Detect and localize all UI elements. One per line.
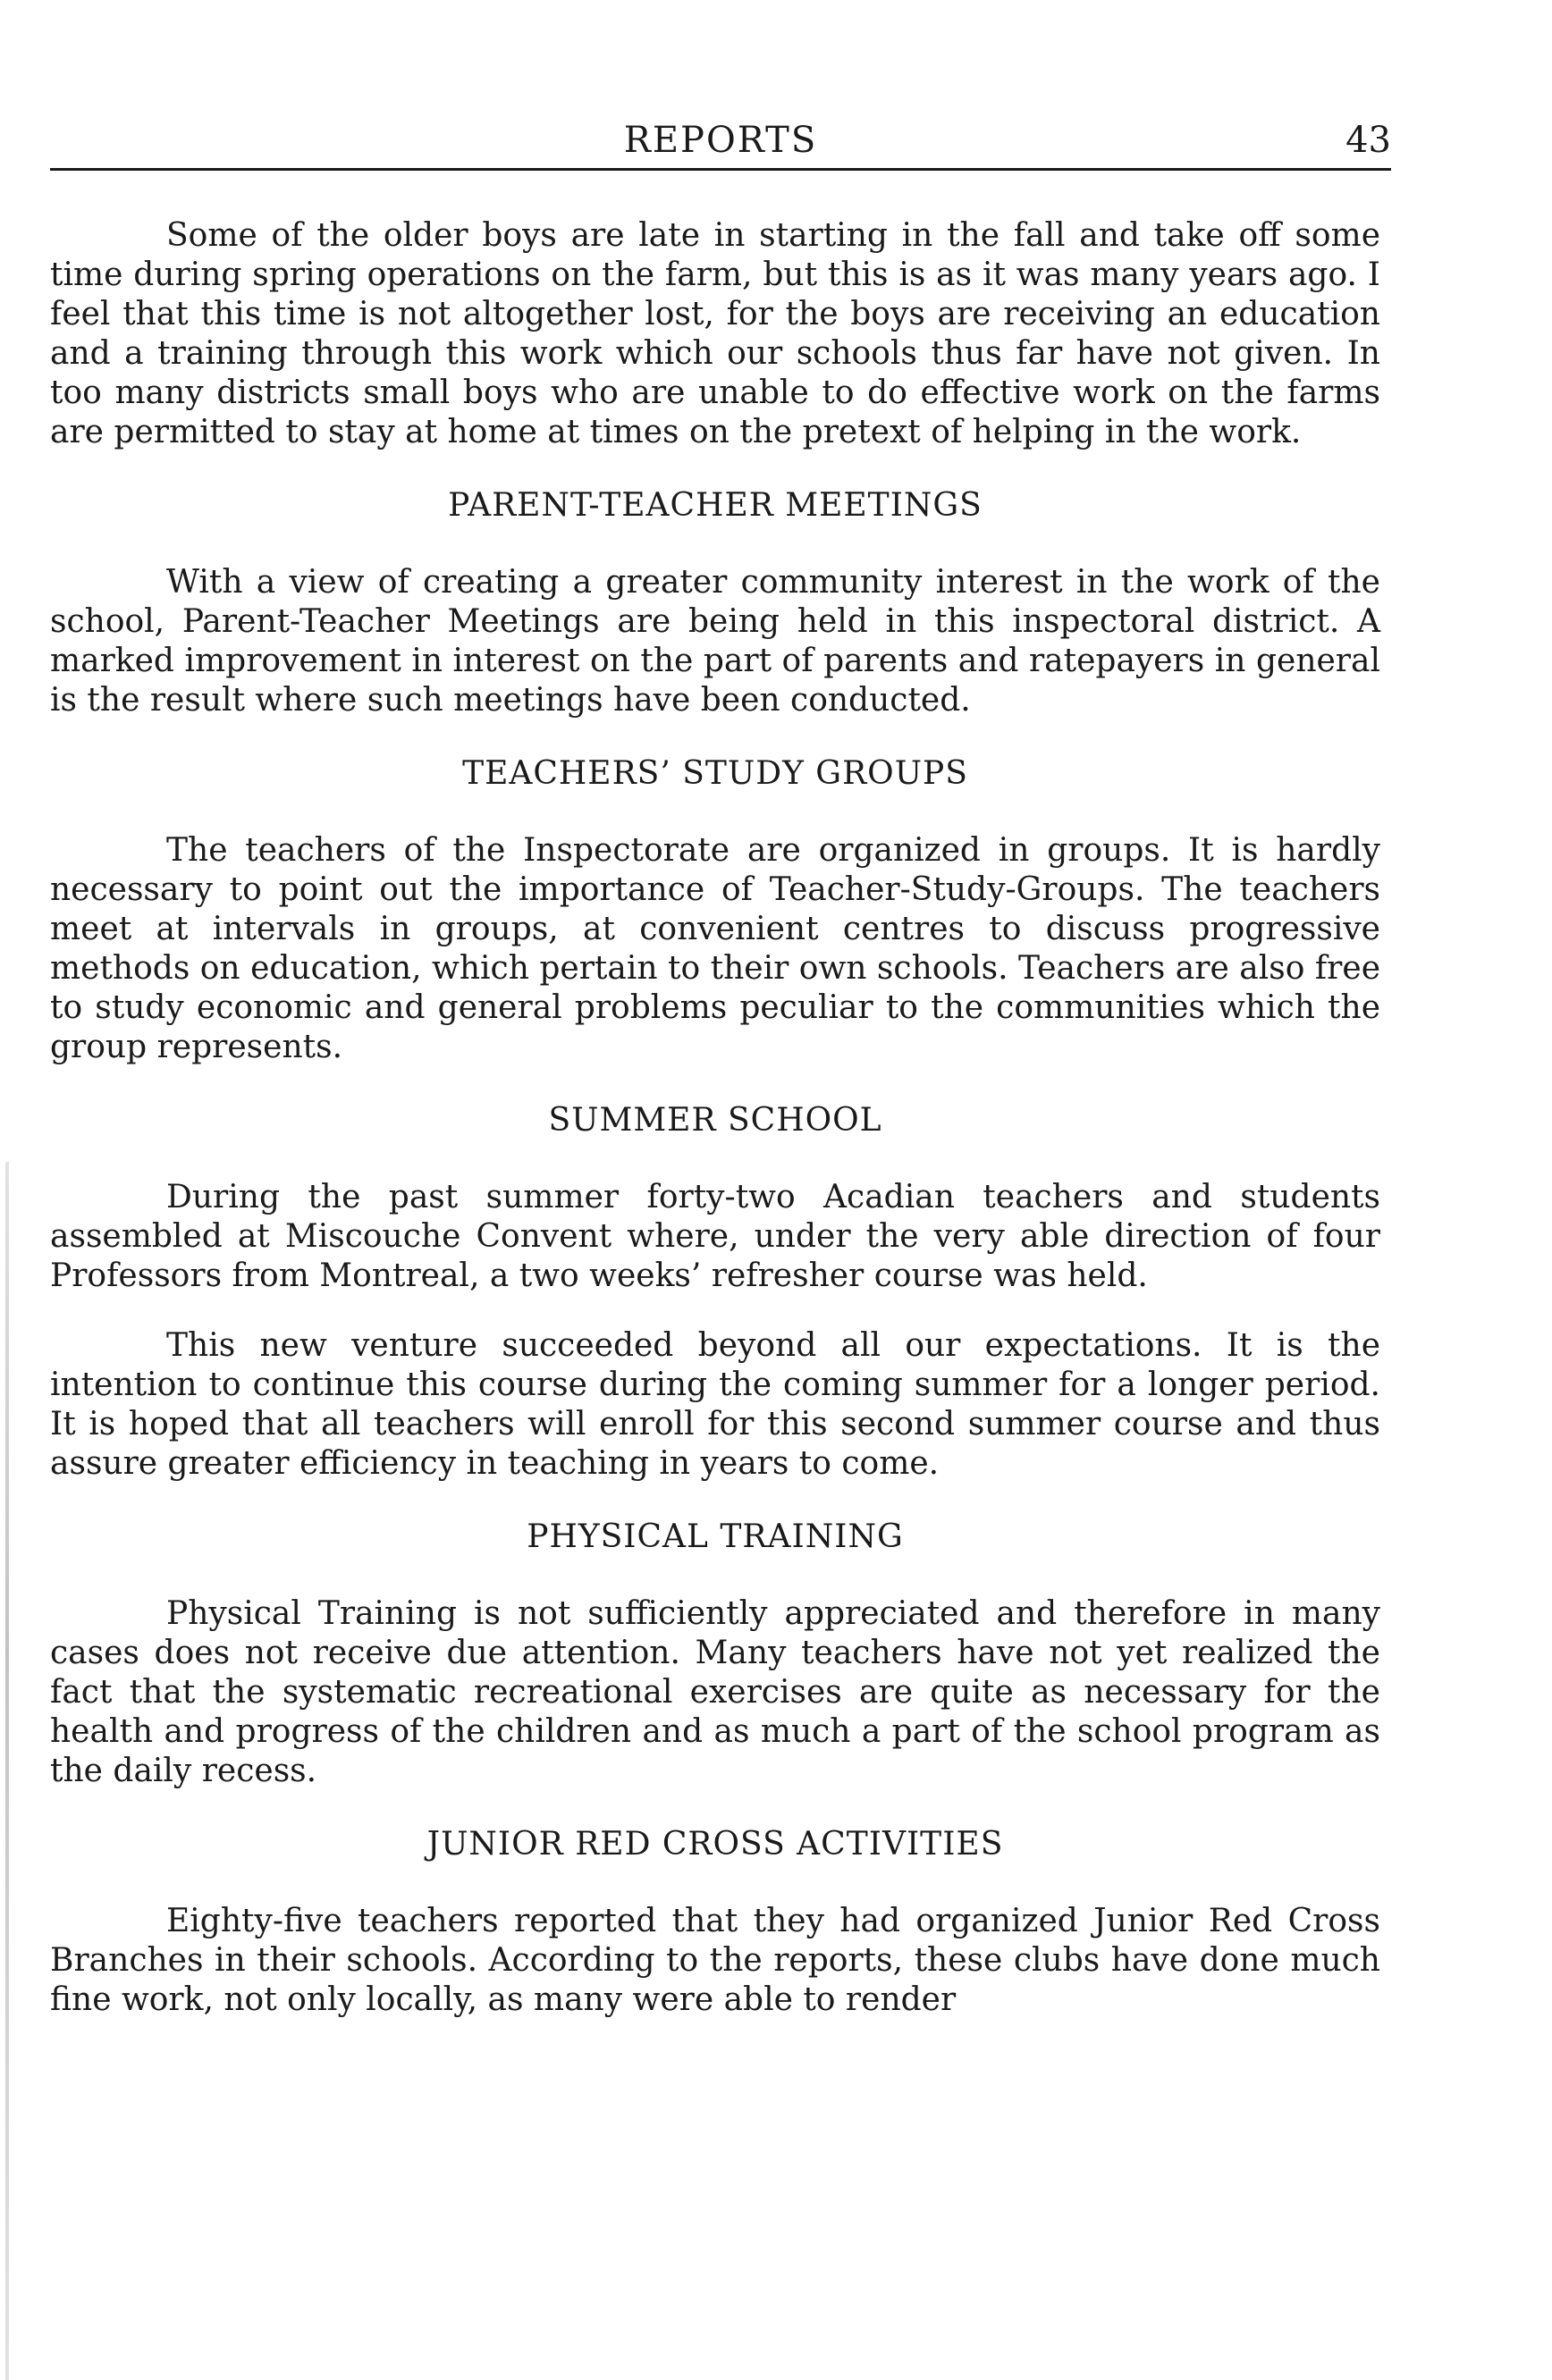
paragraph-junior-red-cross: Eighty-five teachers reported that they had organized Junior Red Cross Branches in their schools. According to the reports, these clubs have done much fine work, not only locally, as many were able to render (50, 1903, 1380, 2018)
paragraph-parent-teacher: With a view of creating a greater community interest in the work of the school, Parent-Teacher Meetings are being held in this inspectoral district. A marked improvement in interest on the part of parents and ratepayers in general is the result where such meetings have been conducted. (50, 564, 1380, 719)
paragraph-summer-school-2: This new venture succeeded beyond all our expectations. It is the intention to continue this course during the coming summer for a longer period. It is hoped that all teachers will enroll for this second summer course and thus assure greater efficiency in teaching in years to come. (50, 1327, 1380, 1482)
paragraph-study-groups: The teachers of the Inspectorate are organized in groups. It is hardly necessary to point out the importance of Teacher-Study-Groups. The teachers meet at intervals in groups, at convenient centres to discuss progressive methods on education, which pertain to their own schools. Teachers are also free to study economic and general problems peculiar to the communities which the group represents. (50, 832, 1380, 1065)
heading-parent-teacher-meetings: PARENT-TEACHER MEETINGS (448, 487, 983, 524)
paragraph-summer-school-1: During the past summer forty-two Acadian teachers and students assembled at Miscouche Convent where, under the very able direction of four Professors from Montreal, a two weeks’ refresher course was held. (50, 1179, 1380, 1294)
running-header (50, 114, 1391, 171)
heading-teachers-study-groups: TEACHERS’ STUDY GROUPS (462, 755, 968, 792)
paragraph-gap (50, 1296, 1380, 1326)
running-title: REPORTS (623, 120, 818, 161)
heading-junior-red-cross: JUNIOR RED CROSS ACTIVITIES (426, 1826, 1004, 1863)
paragraph-older-boys: Some of the older boys are late in starting in the fall and take off some time during spring operations on the farm, but this is as it was many years ago. I feel that this time is not altogether lost, for the boys are receiving an education and a training through this work which our schools thus far have not given. In too many districts small boys who are unable to do effective work on the farms are permitted to stay at home at times on the pretext of helping in the work. (50, 217, 1380, 450)
body-text (50, 216, 1380, 2020)
heading-summer-school: SUMMER SCHOOL (548, 1102, 882, 1139)
scan-edge-shadow (5, 1162, 9, 2380)
paragraph-physical-training: Physical Training is not sufficiently appreciated and therefore in many cases does not receive due attention. Many teachers have not yet realized the fact that the systematic recreational exercises are quite as necessary for the health and progress of the children and as much a part of the school program as the daily recess. (50, 1595, 1380, 1789)
page-number: 43 (1345, 120, 1391, 161)
heading-physical-training: PHYSICAL TRAINING (527, 1518, 904, 1555)
